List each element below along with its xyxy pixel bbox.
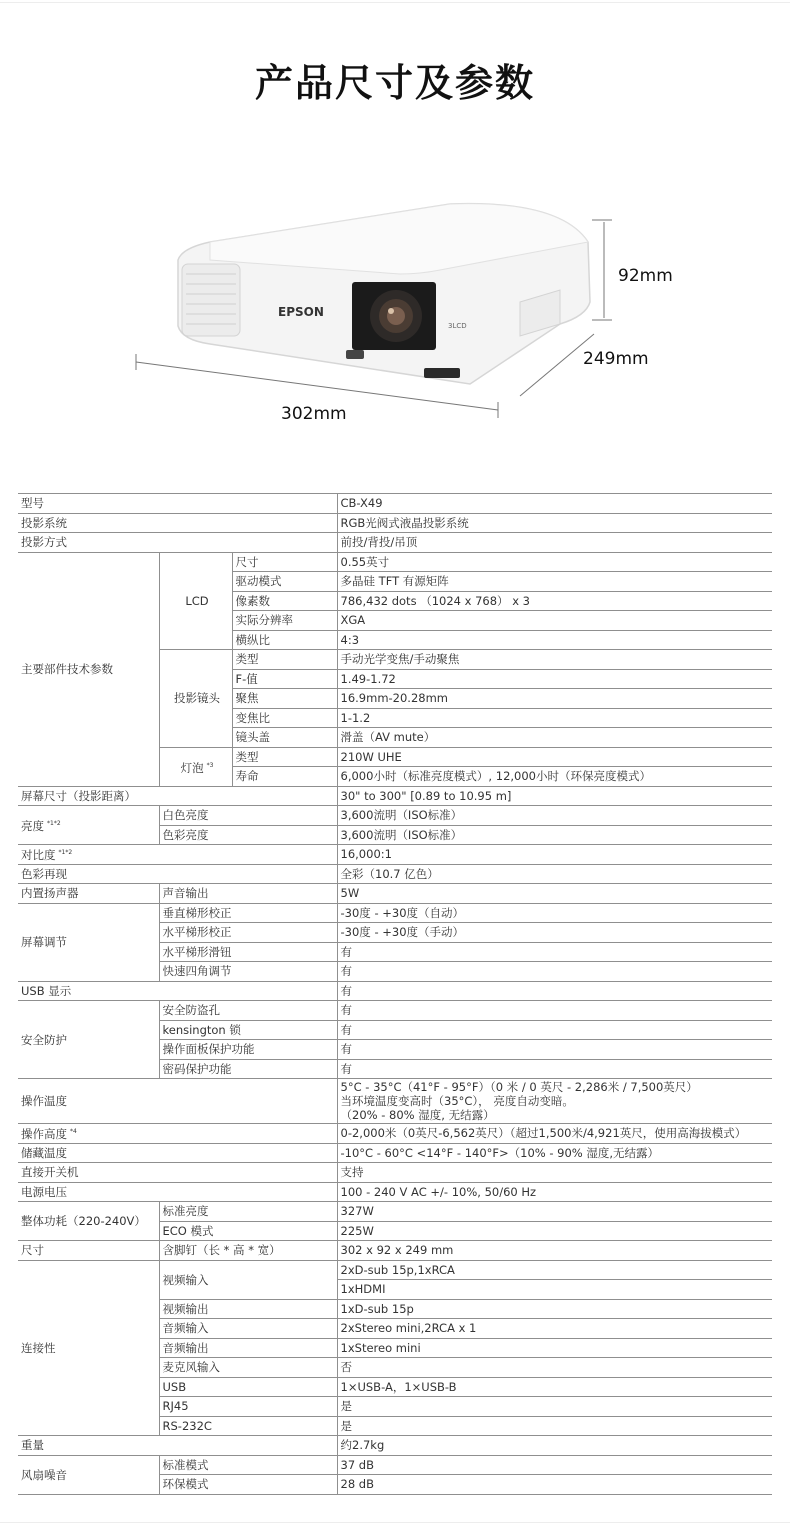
group-label: 安全防护 [18, 1001, 159, 1079]
footnote-mark: *4 [70, 1128, 77, 1136]
table-row [18, 806, 772, 826]
row-label: 储藏温度 [18, 1143, 337, 1163]
row-label: 视频输入 [159, 1260, 337, 1299]
row-label: USB [159, 1377, 337, 1397]
width-dimension: 302mm [281, 404, 347, 424]
row-value: 有 [337, 1020, 772, 1040]
contrast-label: 对比度 [21, 848, 56, 863]
row-value: 是 [337, 1416, 772, 1436]
row-value: 225W [337, 1221, 772, 1241]
row-value: 1xStereo mini [337, 1338, 772, 1358]
row-value: 有 [337, 981, 772, 1001]
row-label: 色彩亮度 [159, 825, 337, 845]
row-value: 0-2,000米（0英尺-6,562英尺）（超过1,500米/4,921英尺，使用高海拔模式） [337, 1124, 772, 1144]
row-value: 有 [337, 1001, 772, 1021]
row-label: 投影系统 [18, 513, 337, 533]
row-label: 安全防盗孔 [159, 1001, 337, 1021]
row-value: 支持 [337, 1163, 772, 1183]
row-value: 否 [337, 1358, 772, 1378]
row-value: -10°C - 60°C <14°F - 140°F>（10% - 90% 湿度,无结露） [337, 1143, 772, 1163]
group-label: 连接性 [18, 1260, 159, 1436]
table-row [18, 533, 772, 553]
row-label: 色彩再现 [18, 864, 337, 884]
row-value: 滑盖（AV mute） [337, 728, 772, 748]
projector-image [0, 190, 790, 440]
row-value: 多晶硅 TFT 有源矩阵 [337, 572, 772, 592]
group-label: 屏幕调节 [18, 903, 159, 981]
row-value: 手动光学变焦/手动聚焦 [337, 650, 772, 670]
row-value: 4:3 [337, 630, 772, 650]
page-title: 产品尺寸及参数 [254, 61, 535, 105]
row-label: 驱动模式 [232, 572, 337, 592]
row-value: 约2.7kg [337, 1436, 772, 1456]
group-label [18, 806, 159, 845]
product-illustration [0, 190, 790, 440]
row-label: 投影方式 [18, 533, 337, 553]
lamp-logo-text: 3LCD [448, 322, 467, 330]
row-label: ECO 模式 [159, 1221, 337, 1241]
row-label: 水平梯形校正 [159, 923, 337, 943]
row-label: 类型 [232, 650, 337, 670]
table-row [18, 1001, 772, 1021]
row-label: 垂直梯形校正 [159, 903, 337, 923]
row-value: 37 dB [337, 1455, 772, 1475]
row-label: 音频输出 [159, 1338, 337, 1358]
row-value: 16,000:1 [337, 845, 772, 865]
row-value: 1-1.2 [337, 708, 772, 728]
row-label: 聚焦 [232, 689, 337, 709]
footnote-mark: *3 [206, 761, 214, 769]
row-label: 重量 [18, 1436, 337, 1456]
row-value: 1×USB-A，1×USB-B [337, 1377, 772, 1397]
row-value: 28 dB [337, 1475, 772, 1495]
table-row [18, 1143, 772, 1163]
sub-group-label [159, 747, 232, 786]
row-value [337, 1079, 772, 1124]
table-row [18, 1182, 772, 1202]
table-row [18, 1260, 772, 1280]
op-temp-line-1: 5°C - 35°C（41°F - 95°F）（0 米 / 0 英尺 - 2,286米 / 7,500英尺） [340, 1080, 698, 1094]
row-label: 直接开关机 [18, 1163, 337, 1183]
row-value: 2xStereo mini,2RCA x 1 [337, 1319, 772, 1339]
row-value: 有 [337, 1040, 772, 1060]
row-label: 音频输入 [159, 1319, 337, 1339]
row-value: 有 [337, 942, 772, 962]
table-row [18, 552, 772, 572]
table-row [18, 1124, 772, 1144]
row-label: 变焦比 [232, 708, 337, 728]
row-label: 实际分辨率 [232, 611, 337, 631]
row-value: 0.55英寸 [337, 552, 772, 572]
table-row [18, 1241, 772, 1261]
top-divider [0, 2, 790, 3]
row-value: 5W [337, 884, 772, 904]
row-value: -30度 - +30度（手动） [337, 923, 772, 943]
table-row [18, 786, 772, 806]
row-label: kensington 锁 [159, 1020, 337, 1040]
row-label: 屏幕尺寸（投影距离） [18, 786, 337, 806]
row-label: 视频输出 [159, 1299, 337, 1319]
row-label [18, 1124, 337, 1144]
row-label: 标准模式 [159, 1455, 337, 1475]
row-label: 水平梯形滑钮 [159, 942, 337, 962]
height-dimension: 92mm [618, 266, 673, 286]
group-label: 尺寸 [18, 1241, 159, 1261]
sub-group-label: 投影镜头 [159, 650, 232, 748]
row-label [18, 845, 337, 865]
row-label: 标准亮度 [159, 1202, 337, 1222]
row-value: CB-X49 [337, 494, 772, 514]
group-label: 整体功耗（220-240V） [18, 1202, 159, 1241]
row-value: RGB光阀式液晶投影系统 [337, 513, 772, 533]
row-value: 全彩（10.7 亿色） [337, 864, 772, 884]
table-row [18, 845, 772, 865]
lamp-label: 灯泡 [180, 760, 204, 775]
row-value: 30" to 300" [0.89 to 10.95 m] [337, 786, 772, 806]
table-row [18, 903, 772, 923]
table-row [18, 1163, 772, 1183]
row-label: 环保模式 [159, 1475, 337, 1495]
row-value: 3,600流明（ISO标准） [337, 806, 772, 826]
row-label: 操作温度 [18, 1079, 337, 1124]
row-label: 寿命 [232, 767, 337, 787]
group-label: 内置扬声器 [18, 884, 159, 904]
row-label: RS-232C [159, 1416, 337, 1436]
row-label: RJ45 [159, 1397, 337, 1417]
table-row [18, 884, 772, 904]
spec-table [18, 493, 772, 1495]
row-label: 型号 [18, 494, 337, 514]
table-row [18, 864, 772, 884]
row-label: 操作面板保护功能 [159, 1040, 337, 1060]
row-value: 2xD-sub 15p,1xRCA [337, 1260, 772, 1280]
row-value: 前投/背投/吊顶 [337, 533, 772, 553]
table-row [18, 981, 772, 1001]
row-value: 16.9mm-20.28mm [337, 689, 772, 709]
bottom-divider [0, 1522, 790, 1523]
row-label: 快速四角调节 [159, 962, 337, 982]
table-row [18, 513, 772, 533]
row-value: 有 [337, 1059, 772, 1079]
table-row [18, 1079, 772, 1124]
row-label: 白色亮度 [159, 806, 337, 826]
row-value: XGA [337, 611, 772, 631]
row-value: 302 x 92 x 249 mm [337, 1241, 772, 1261]
row-label: 像素数 [232, 591, 337, 611]
row-value: 1xD-sub 15p [337, 1299, 772, 1319]
altitude-label: 操作高度 [21, 1127, 67, 1142]
row-label: 类型 [232, 747, 337, 767]
op-temp-line-2: 当环境温度变高时（35°C）， 亮度自动变暗。 [340, 1094, 574, 1108]
row-value: 100 - 240 V AC +/- 10%, 50/60 Hz [337, 1182, 772, 1202]
row-label: 电源电压 [18, 1182, 337, 1202]
table-row [18, 1202, 772, 1222]
row-label: USB 显示 [18, 981, 337, 1001]
row-value: -30度 - +30度（自动） [337, 903, 772, 923]
row-value: 210W UHE [337, 747, 772, 767]
row-label: 尺寸 [232, 552, 337, 572]
footnote-mark: *1*2 [47, 820, 61, 828]
row-value: 6,000小时（标准亮度模式）, 12,000小时（环保亮度模式） [337, 767, 772, 787]
sub-group-label: LCD [159, 552, 232, 650]
row-label: 横纵比 [232, 630, 337, 650]
row-value: 3,600流明（ISO标准） [337, 825, 772, 845]
row-label: 含脚钉（长 * 高 * 宽） [159, 1241, 337, 1261]
row-label: 麦克风输入 [159, 1358, 337, 1378]
row-value: 1.49-1.72 [337, 669, 772, 689]
group-label: 主要部件技术参数 [18, 552, 159, 786]
row-value: 327W [337, 1202, 772, 1222]
row-label: 声音输出 [159, 884, 337, 904]
table-row [18, 1436, 772, 1456]
row-label: 镜头盖 [232, 728, 337, 748]
op-temp-line-3: （20% - 80% 湿度, 无结露） [340, 1108, 495, 1122]
brand-front-text: EPSON [278, 305, 324, 319]
row-value: 786,432 dots （1024 x 768） x 3 [337, 591, 772, 611]
row-label: F-值 [232, 669, 337, 689]
row-label: 密码保护功能 [159, 1059, 337, 1079]
footnote-mark: *1*2 [58, 849, 73, 857]
brightness-label: 亮度 [21, 818, 44, 833]
depth-dimension: 249mm [583, 349, 649, 369]
row-value: 1xHDMI [337, 1280, 772, 1300]
table-row [18, 494, 772, 514]
row-value: 是 [337, 1397, 772, 1417]
group-label: 风扇噪音 [18, 1455, 159, 1494]
row-value: 有 [337, 962, 772, 982]
table-row [18, 1455, 772, 1475]
